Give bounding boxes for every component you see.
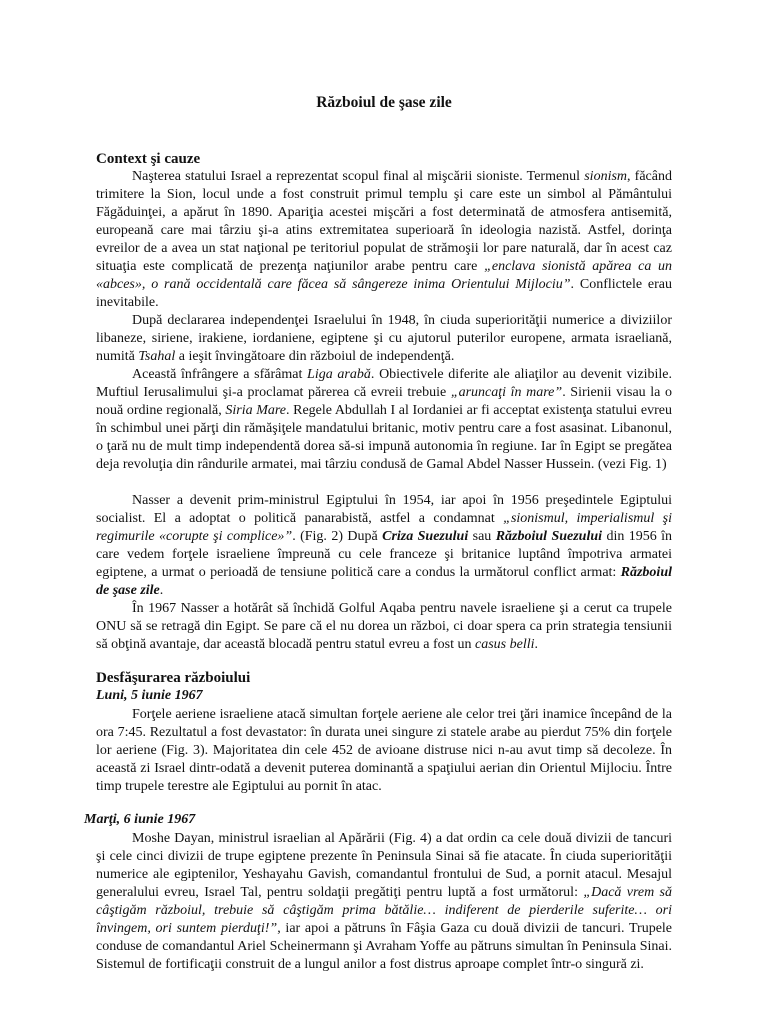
paragraph-3 (96, 366, 672, 474)
paragraph-1 (96, 168, 672, 312)
p5-text-c: . (534, 637, 539, 652)
day-label-tuesday: Marţi, 6 iunie 1967 (84, 812, 196, 827)
p4-text-i: . (159, 583, 164, 598)
p4-text-a: Nasser a devenit prim-ministrul Egiptului în 1954, iar apoi în 1956 preşedintele Egiptului socialist. El a adoptat o politică panarabistă, astfel a condamnat (96, 493, 672, 526)
p1-text-e: . Conflictele erau inevitabile. (96, 277, 672, 310)
p2-text-c: a ieşit învingătoare din războiul de independenţă. (175, 349, 455, 364)
p1-text-a: Naşterea statului Israel a reprezentat scopul final al mişcării sioniste. Termenul (132, 169, 585, 184)
monday-text: Forţele aeriene israeliene atacă simultan forţele aeriene ale celor trei ţări inamice începând de la ora 7:45. Rezultatul a fost devastator: în durata unei singure zi statele arabe au pierdut 75% din forţele lor aeriene (Fig. 3). Majoritatea din cele 452 de avioane distruse nici n-au avut timp să decoleze. În această zi Israel dintr-odată a devenit puterea dominantă a spaţiului aerian din Orientul Mijlociu. Între timp trupele terestre ale Egiptului au pornit în atac. (96, 707, 672, 794)
p5-text-a: În 1967 Nasser a hotărât să închidă Golful Aqaba pentru navele israeliene şi a cerut ca trupele ONU să se retragă din Egipt. Se pare că el nu dorea un război, ci doar spera ca prin strategia tensiunii să obţină avantaje, dar această blocadă pentru statul evreu a fost un (96, 601, 672, 652)
paragraph-5 (96, 600, 672, 654)
p4-text-c: . (Fig. 2) După (292, 529, 383, 544)
paragraph-tuesday (96, 830, 672, 974)
tuesday-text-c: , iar apoi a pătruns în Fâşia Gaza cu două divizii de tancuri. Trupele conduse de comandantul Ariel Scheinermann şi Avraham Yoffe au pătruns simultan în Peninsula Sinai. Sistemul de fortificaţii construit de a lungul anilor a fost distrus aproape complet într-o singură zi. (96, 921, 673, 972)
tuesday-quote: „Dacă vrem să câştigăm războiul, trebuie să câştigăm prima bătălie… indiferent de pierderile suferite… ori învingem, ori suntem pierduţi!” (96, 885, 673, 936)
p4-text-g: din 1956 în care vedem forţele israeliene împreună cu cele franceze şi britanice luptând împotriva armatei egiptene, a urmat o perioadă de tensiune politică care a condus la următorul conflict armat: (96, 529, 673, 580)
day-label-monday: Luni, 5 iunie 1967 (96, 688, 203, 703)
p3-term-siria: Siria Mare (225, 403, 287, 418)
p1-term-sionism: sionism (584, 169, 628, 184)
paragraph-4 (96, 492, 672, 600)
p3-text-g: . Regele Abdullah I al Iordaniei ar fi acceptat existenţa statului evreu în schimbul unei părţi din rămăşiţele mandatului britanic, motiv pentru care a fost asasinat. Libanonul, o ţară nu de mult timp independentă dorea să-si impună autonomia în regiune. Iar în Egipt se pregătea deja revoluţia din rândurile armatei, mai târziu condusă de Gamal Abdel Nasser Hussein. (vezi Fig. 1) (96, 403, 672, 472)
section-heading-desfasurare: Desfăşurarea războiului (96, 670, 251, 686)
paragraph-2 (96, 312, 672, 366)
p3-text-c: . Obiectivele diferite ale aliaţilor au devenit vizibile. Muftiul Ierusalimului şi-a proclamat părerea că evreii trebuie (96, 367, 672, 400)
page-title: Războiul de şase zile (316, 94, 452, 111)
p3-text-a: Această înfrângere a sfărâmat (132, 367, 308, 382)
p4-term-criza: Criza Suezului (382, 529, 469, 544)
section-heading-context: Context şi cauze (96, 151, 201, 167)
paragraph-monday (96, 706, 672, 796)
p2-text-a: După declararea independenţei Israelului în 1948, în ciuda superiorităţii numerice a diviziilor libaneze, siriene, irakiene, iordaniene, egiptene şi cu ajutorul puterilor europene, armata israeliană, numită (96, 313, 672, 364)
tuesday-text-a: Moshe Dayan, ministrul israelian al Apărării (Fig. 4) a dat ordin ca cele două divizii de tancuri şi cele cinci divizii de trupe egiptene prezente în Peninsula Sinai să fie atacate. În ciuda superiorităţii numerice ale egiptenilor, Yeshayahu Gavish, comandantul frontului de Sud, a pornit atacul. Mesajul generalului evreu, Israel Tal, pentru soldaţii pregătiţi pentru luptă a fost următorul: (96, 831, 672, 900)
p3-text-e: . Sirienii visau la o nouă ordine regională, (96, 385, 672, 418)
p3-quote: „aruncaţi în mare” (450, 385, 563, 400)
p4-text-e: sau (468, 529, 496, 544)
p1-text-c: , făcând trimitere la Sion, locul unde a fost construit primul templu şi care este un simbol al Pământului Făgăduinţei, a apărut în 1890. Apariţia acestei mişcări a fost determinată de atmosfera antisemită, europeană care mai târziu şi-a atins extremitatea superioară în ideologia nazistă. Astfel, dorinţa evreilor de a avea un stat naţional pe teritoriul populat de strămoşii lor pare naturală, dar în acest caz situaţia este complicată de prezenţa naţiunilor arabe pentru care (96, 169, 672, 274)
p4-term-razboiul-sase-zile: Războiul de şase zile (96, 565, 672, 598)
p2-term-tsahal: Tsahal (138, 349, 176, 364)
p4-quote: „sionismul, imperialismul şi regimurile «corupte şi complice»” (96, 511, 672, 544)
p1-quote: „enclava sionistă apărea ca un «abces», o rană occidentală care făcea să sângereze inima Orientului Mijlociu” (96, 259, 672, 292)
p3-term-liga: Liga arabă (307, 367, 371, 382)
p5-term-casus-belli: casus belli (475, 637, 535, 652)
p4-term-razboiul-suezului: Războiul Suezului (495, 529, 603, 544)
